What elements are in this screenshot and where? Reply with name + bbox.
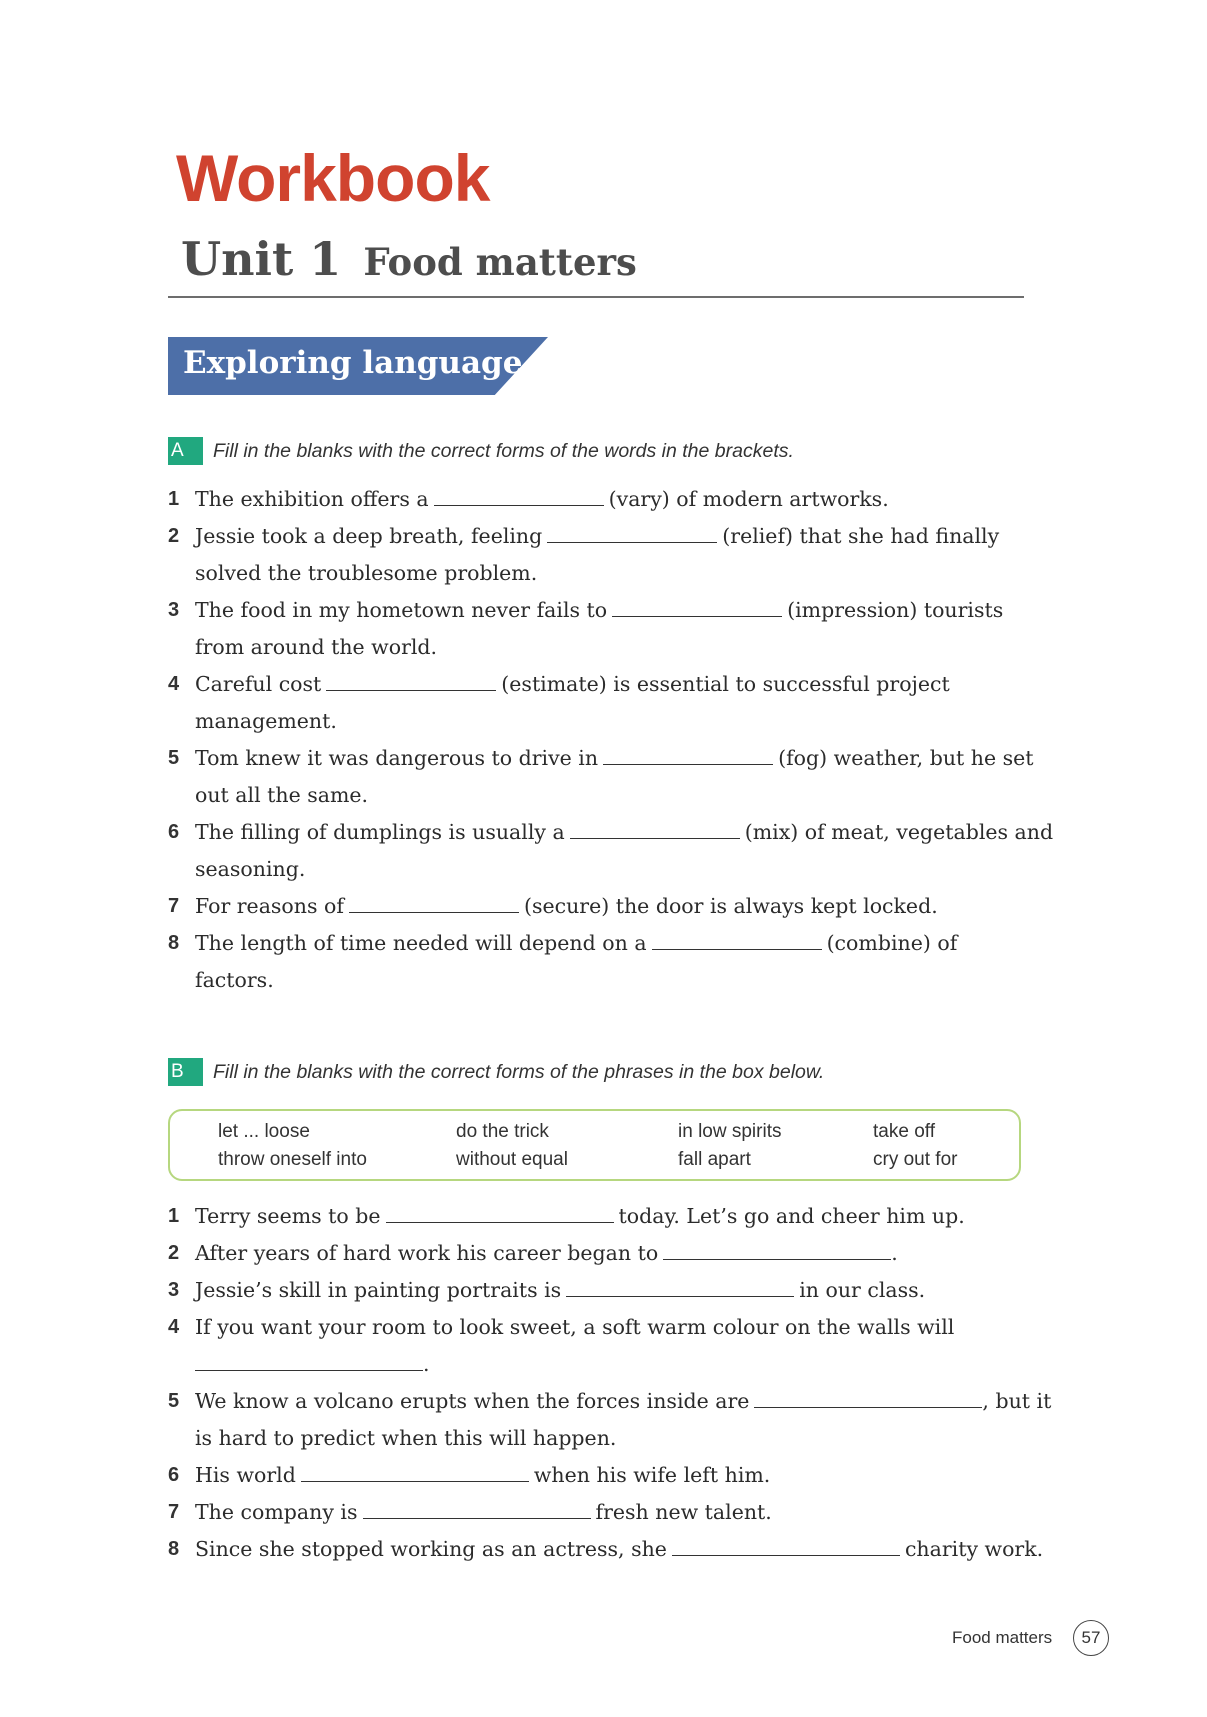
phrase-item: take off [873, 1121, 935, 1142]
section-a-badge: A [168, 437, 203, 465]
question-number: 4 [168, 673, 180, 695]
question-b2 [168, 1235, 1048, 1272]
answer-blank[interactable] [603, 742, 773, 765]
answer-blank[interactable] [663, 1237, 891, 1260]
question-a7 [168, 888, 1048, 925]
answer-blank[interactable] [195, 1348, 423, 1371]
question-number: 1 [168, 1205, 180, 1227]
question-text: (impression) tourists from around the world. [195, 598, 1004, 659]
question-text: (vary) of modern artworks. [608, 487, 889, 511]
question-number: 5 [168, 747, 180, 769]
answer-blank[interactable] [363, 1496, 591, 1519]
answer-blank[interactable] [672, 1533, 900, 1556]
question-number: 8 [168, 1538, 180, 1560]
question-b6 [168, 1457, 1048, 1494]
question-text: charity work. [904, 1537, 1044, 1561]
question-a3 [168, 592, 1055, 666]
phrase-item: let ... loose [218, 1121, 310, 1142]
answer-blank[interactable] [349, 890, 519, 913]
footer-label: Food matters [952, 1628, 1053, 1647]
answer-blank[interactable] [547, 520, 717, 543]
answer-blank[interactable] [566, 1274, 794, 1297]
question-text: (combine) of factors. [195, 931, 958, 992]
section-a-questions [168, 481, 1054, 999]
question-b4 [168, 1309, 995, 1383]
question-number: 8 [168, 932, 180, 954]
question-b8 [168, 1531, 1048, 1568]
question-number: 4 [168, 1316, 180, 1338]
question-number: 1 [168, 488, 180, 510]
question-number: 6 [168, 821, 180, 843]
question-text: Since she stopped working as an actress, she [195, 1537, 667, 1561]
phrase-item: cry out for [873, 1149, 958, 1170]
phrase-item: do the trick [456, 1121, 549, 1142]
question-a1 [168, 481, 1048, 518]
question-b3 [168, 1272, 1048, 1309]
answer-blank[interactable] [434, 483, 604, 506]
question-text: when his wife left him. [533, 1463, 771, 1487]
answer-blank[interactable] [301, 1459, 529, 1482]
answer-blank[interactable] [386, 1200, 614, 1223]
phrase-item: throw oneself into [218, 1149, 367, 1170]
question-a5 [168, 740, 1035, 814]
question-text: Jessie took a deep breath, feeling [195, 524, 543, 548]
section-a-instruction: Fill in the blanks with the correct forms of the words in the brackets. [213, 439, 794, 462]
unit-number: Unit 1 [181, 232, 342, 286]
question-text: The exhibition offers a [195, 487, 429, 511]
question-text: Jessie’s skill in painting portraits is [195, 1278, 562, 1302]
section-b-header [168, 1058, 824, 1086]
title-divider [168, 296, 1024, 298]
question-text: (mix) of meat, vegetables and seasoning. [195, 820, 1054, 881]
question-number: 3 [168, 1279, 180, 1301]
question-a6 [168, 814, 1055, 888]
section-b-badge: B [168, 1058, 203, 1086]
page-number: 57 [1073, 1620, 1109, 1656]
phrase-box [168, 1109, 1021, 1181]
section-banner-label: Exploring language [183, 345, 523, 381]
section-b-questions [168, 1198, 1052, 1568]
question-text: After years of hard work his career began to [195, 1241, 659, 1265]
question-number: 5 [168, 1390, 180, 1412]
question-text: (secure) the door is always kept locked. [523, 894, 938, 918]
section-b-instruction: Fill in the blanks with the correct forms of the phrases in the box below. [213, 1060, 825, 1083]
answer-blank[interactable] [652, 927, 822, 950]
question-text: The food in my hometown never fails to [195, 598, 608, 622]
phrase-item: without equal [456, 1149, 568, 1170]
question-a4 [168, 666, 1015, 740]
question-text: Tom knew it was dangerous to drive in [195, 746, 599, 770]
question-text: (fog) weather, but he set out all the same. [195, 746, 1034, 807]
question-number: 3 [168, 599, 180, 621]
question-text: Careful cost [195, 672, 322, 696]
question-a2 [168, 518, 1015, 592]
question-text: The filling of dumplings is usually a [195, 820, 565, 844]
answer-blank[interactable] [570, 816, 740, 839]
question-text: For reasons of [195, 894, 344, 918]
question-text: Terry seems to be [195, 1204, 381, 1228]
question-text: The company is [195, 1500, 358, 1524]
answer-blank[interactable] [754, 1385, 982, 1408]
unit-title: Food matters [363, 240, 637, 284]
question-a8 [168, 925, 1015, 999]
question-text: (relief) that she had finally solved the troublesome problem. [195, 524, 1000, 585]
question-number: 6 [168, 1464, 180, 1486]
question-text: We know a volcano erupts when the forces inside are [195, 1389, 750, 1413]
question-text: The length of time needed will depend on a [195, 931, 647, 955]
question-text: His world [195, 1463, 296, 1487]
answer-blank[interactable] [612, 594, 782, 617]
unit-heading [181, 232, 637, 286]
question-number: 2 [168, 1242, 180, 1264]
question-text: fresh new talent. [595, 1500, 772, 1524]
answer-blank[interactable] [326, 668, 496, 691]
question-text: . [891, 1241, 898, 1265]
workbook-title: Workbook [176, 141, 490, 215]
question-text: in our class. [799, 1278, 926, 1302]
question-b5 [168, 1383, 1055, 1457]
question-text: , but it is hard to predict when this will happen. [195, 1389, 1052, 1450]
section-a-header [168, 437, 794, 465]
phrase-item: fall apart [678, 1149, 751, 1170]
question-text: If you want your room to look sweet, a soft warm colour on the walls will [195, 1315, 955, 1339]
question-number: 2 [168, 525, 180, 547]
phrase-item: in low spirits [678, 1121, 782, 1142]
question-b7 [168, 1494, 1048, 1531]
question-text: today. Let’s go and cheer him up. [618, 1204, 965, 1228]
question-b1 [168, 1198, 1048, 1235]
question-number: 7 [168, 1501, 180, 1523]
question-text: . [423, 1352, 430, 1376]
question-text: (estimate) is essential to successful project management. [195, 672, 950, 733]
question-number: 7 [168, 895, 180, 917]
